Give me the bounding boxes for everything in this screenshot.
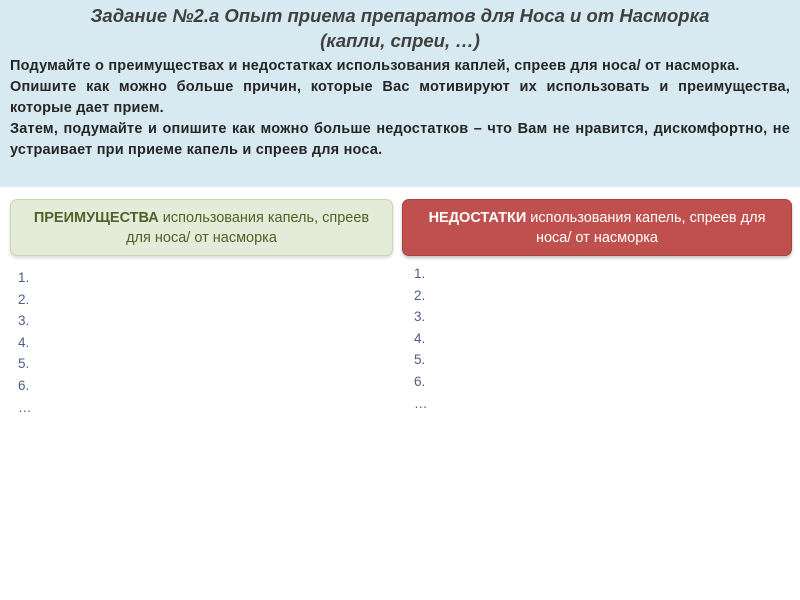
advantages-heading-bold: ПРЕИМУЩЕСТВА — [33, 209, 159, 226]
list-item: … — [18, 399, 32, 415]
list-item: 1. — [18, 270, 30, 285]
instruction-paragraph-1: Подумайте о преимуществах и недостатках использования каплей, спреев для носа/ от насморка. — [10, 58, 740, 74]
disadvantages-heading-rest: использования капель, спреев для носа/ от насморка — [526, 209, 766, 246]
advantages-heading-rest: использования капель, спреев для носа/ от насморка — [126, 209, 370, 246]
disadvantages-heading-box — [402, 199, 792, 256]
task-title-line1: Задание №2.а Опыт приема препаратов для Носа и от Насморка — [90, 5, 710, 26]
disadvantages-heading-bold: НЕДОСТАТКИ — [428, 209, 527, 226]
disadvantages-list — [414, 263, 428, 414]
list-item: 3. — [414, 309, 426, 325]
list-item: 2. — [414, 287, 426, 303]
instruction-paragraph-2: Опишите как можно больше причин, которые Вас мотивируют их использовать и преимущества, которые дает прием. — [10, 79, 790, 116]
list-item: 5. — [414, 352, 426, 368]
task-header — [0, 0, 800, 187]
list-item: 5. — [18, 356, 30, 372]
list-item: 1. — [414, 266, 426, 281]
task-title — [10, 3, 790, 53]
list-item: 6. — [18, 377, 30, 393]
task-title-line2: (капли, спреи, …) — [320, 30, 480, 51]
list-item: 4. — [414, 330, 426, 346]
list-item: 3. — [18, 313, 30, 329]
instruction-paragraph-3: Затем, подумайте и опишите как можно больше недостатков – что Вам не нравится, дискомфортно, не устраивает при приеме капель и спреев для носа. — [10, 121, 790, 158]
list-item: 2. — [18, 291, 30, 307]
list-item: 6. — [414, 373, 426, 389]
advantages-list — [18, 267, 32, 418]
list-item: … — [414, 395, 428, 411]
advantages-heading-box — [10, 199, 393, 256]
list-item: 4. — [18, 334, 30, 350]
